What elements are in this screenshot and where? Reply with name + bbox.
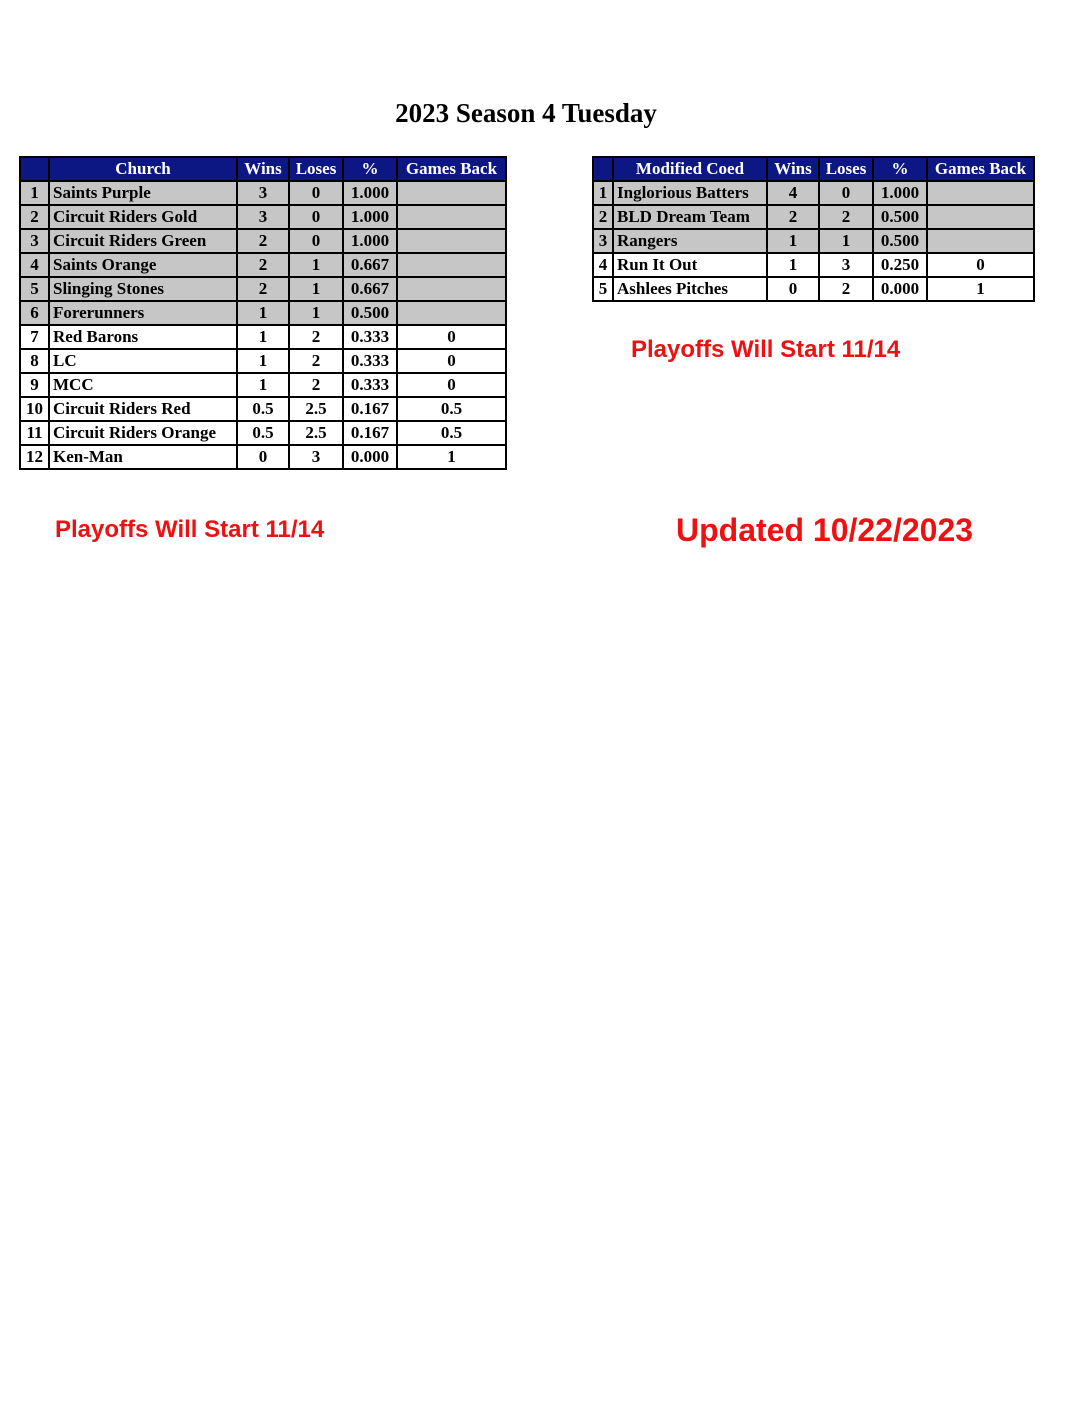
church-standings-table	[19, 156, 507, 470]
pct-cell: 0.333	[343, 373, 397, 397]
games-back-cell	[927, 229, 1034, 253]
division-header: Modified Coed	[613, 157, 767, 181]
loses-cell: 2	[289, 325, 343, 349]
games-back-cell	[927, 181, 1034, 205]
games-back-cell: 0	[397, 349, 506, 373]
games-back-cell	[397, 229, 506, 253]
wins-header: Wins	[237, 157, 289, 181]
wins-cell: 1	[237, 301, 289, 325]
wins-cell: 0	[237, 445, 289, 469]
rank-cell: 3	[593, 229, 613, 253]
pct-cell: 1.000	[873, 181, 927, 205]
table-row	[20, 421, 506, 445]
loses-cell: 2.5	[289, 421, 343, 445]
games-back-cell	[397, 205, 506, 229]
table-row	[20, 397, 506, 421]
rank-cell: 2	[593, 205, 613, 229]
table-row	[20, 373, 506, 397]
table-row	[593, 205, 1034, 229]
loses-cell: 1	[289, 253, 343, 277]
pct-cell: 1.000	[343, 205, 397, 229]
loses-cell: 2	[289, 373, 343, 397]
team-name-cell: Circuit Riders Orange	[49, 421, 237, 445]
pct-cell: 0.000	[343, 445, 397, 469]
coed-playoffs-note: Playoffs Will Start 11/14	[631, 336, 901, 363]
team-name-cell: Circuit Riders Red	[49, 397, 237, 421]
wins-cell: 3	[237, 181, 289, 205]
updated-date: Updated 10/22/2023	[676, 512, 974, 548]
pct-cell: 0.333	[343, 349, 397, 373]
wins-cell: 1	[237, 373, 289, 397]
games-back-cell: 1	[397, 445, 506, 469]
pct-cell: 0.333	[343, 325, 397, 349]
coed-standings-table	[592, 156, 1035, 302]
wins-cell: 1	[767, 229, 819, 253]
table-header-row	[593, 157, 1034, 181]
pct-header: %	[343, 157, 397, 181]
team-name-cell: Circuit Riders Green	[49, 229, 237, 253]
loses-cell: 0	[819, 181, 873, 205]
table-row	[593, 181, 1034, 205]
rank-cell: 5	[20, 277, 49, 301]
wins-cell: 2	[237, 277, 289, 301]
loses-cell: 3	[819, 253, 873, 277]
team-name-cell: MCC	[49, 373, 237, 397]
table-row	[20, 205, 506, 229]
team-name-cell: Red Barons	[49, 325, 237, 349]
rank-cell: 4	[20, 253, 49, 277]
rank-cell: 8	[20, 349, 49, 373]
games-back-cell: 0	[927, 253, 1034, 277]
wins-cell: 2	[767, 205, 819, 229]
wins-header: Wins	[767, 157, 819, 181]
games-back-cell: 1	[927, 277, 1034, 301]
pct-cell: 1.000	[343, 229, 397, 253]
games-back-header: Games Back	[927, 157, 1034, 181]
wins-cell: 2	[237, 253, 289, 277]
rank-cell: 3	[20, 229, 49, 253]
games-back-cell: 0	[397, 373, 506, 397]
rank-cell: 1	[593, 181, 613, 205]
loses-cell: 1	[819, 229, 873, 253]
games-back-cell: 0	[397, 325, 506, 349]
pct-cell: 0.167	[343, 421, 397, 445]
team-name-cell: Rangers	[613, 229, 767, 253]
games-back-header: Games Back	[397, 157, 506, 181]
pct-cell: 0.667	[343, 277, 397, 301]
team-name-cell: Inglorious Batters	[613, 181, 767, 205]
rank-cell: 9	[20, 373, 49, 397]
pct-cell: 0.000	[873, 277, 927, 301]
loses-cell: 2	[819, 277, 873, 301]
wins-cell: 1	[767, 253, 819, 277]
rank-cell: 12	[20, 445, 49, 469]
division-header: Church	[49, 157, 237, 181]
loses-cell: 2	[289, 349, 343, 373]
team-name-cell: Circuit Riders Gold	[49, 205, 237, 229]
pct-header: %	[873, 157, 927, 181]
wins-cell: 3	[237, 205, 289, 229]
games-back-cell: 0.5	[397, 421, 506, 445]
pct-cell: 0.500	[873, 205, 927, 229]
pct-cell: 0.250	[873, 253, 927, 277]
table-row	[593, 229, 1034, 253]
table-row	[20, 229, 506, 253]
rank-cell: 6	[20, 301, 49, 325]
loses-cell: 1	[289, 277, 343, 301]
rank-header	[20, 157, 49, 181]
team-name-cell: Run It Out	[613, 253, 767, 277]
table-header-row	[20, 157, 506, 181]
table-row	[20, 277, 506, 301]
wins-cell: 0.5	[237, 397, 289, 421]
wins-cell: 2	[237, 229, 289, 253]
loses-header: Loses	[289, 157, 343, 181]
rank-cell: 7	[20, 325, 49, 349]
loses-cell: 0	[289, 181, 343, 205]
table-row	[593, 253, 1034, 277]
games-back-cell	[927, 205, 1034, 229]
pct-cell: 0.167	[343, 397, 397, 421]
team-name-cell: Saints Purple	[49, 181, 237, 205]
team-name-cell: BLD Dream Team	[613, 205, 767, 229]
table-row	[20, 301, 506, 325]
wins-cell: 4	[767, 181, 819, 205]
team-name-cell: LC	[49, 349, 237, 373]
table-row	[593, 277, 1034, 301]
church-playoffs-note: Playoffs Will Start 11/14	[55, 516, 325, 543]
loses-cell: 2.5	[289, 397, 343, 421]
table-row	[20, 349, 506, 373]
rank-cell: 1	[20, 181, 49, 205]
rank-cell: 4	[593, 253, 613, 277]
rank-cell: 2	[20, 205, 49, 229]
pct-cell: 0.667	[343, 253, 397, 277]
team-name-cell: Saints Orange	[49, 253, 237, 277]
games-back-cell: 0.5	[397, 397, 506, 421]
loses-cell: 1	[289, 301, 343, 325]
loses-cell: 2	[819, 205, 873, 229]
rank-cell: 5	[593, 277, 613, 301]
games-back-cell	[397, 277, 506, 301]
loses-cell: 0	[289, 229, 343, 253]
pct-cell: 0.500	[873, 229, 927, 253]
pct-cell: 0.500	[343, 301, 397, 325]
pct-cell: 1.000	[343, 181, 397, 205]
team-name-cell: Ken-Man	[49, 445, 237, 469]
games-back-cell	[397, 253, 506, 277]
table-row	[20, 445, 506, 469]
wins-cell: 1	[237, 325, 289, 349]
table-row	[20, 325, 506, 349]
wins-cell: 0	[767, 277, 819, 301]
table-row	[20, 253, 506, 277]
table-row	[20, 181, 506, 205]
rank-header	[593, 157, 613, 181]
loses-cell: 3	[289, 445, 343, 469]
loses-header: Loses	[819, 157, 873, 181]
page-title: 2023 Season 4 Tuesday	[395, 98, 657, 128]
games-back-cell	[397, 301, 506, 325]
wins-cell: 1	[237, 349, 289, 373]
wins-cell: 0.5	[237, 421, 289, 445]
loses-cell: 0	[289, 205, 343, 229]
rank-cell: 11	[20, 421, 49, 445]
games-back-cell	[397, 181, 506, 205]
rank-cell: 10	[20, 397, 49, 421]
team-name-cell: Slinging Stones	[49, 277, 237, 301]
team-name-cell: Ashlees Pitches	[613, 277, 767, 301]
team-name-cell: Forerunners	[49, 301, 237, 325]
